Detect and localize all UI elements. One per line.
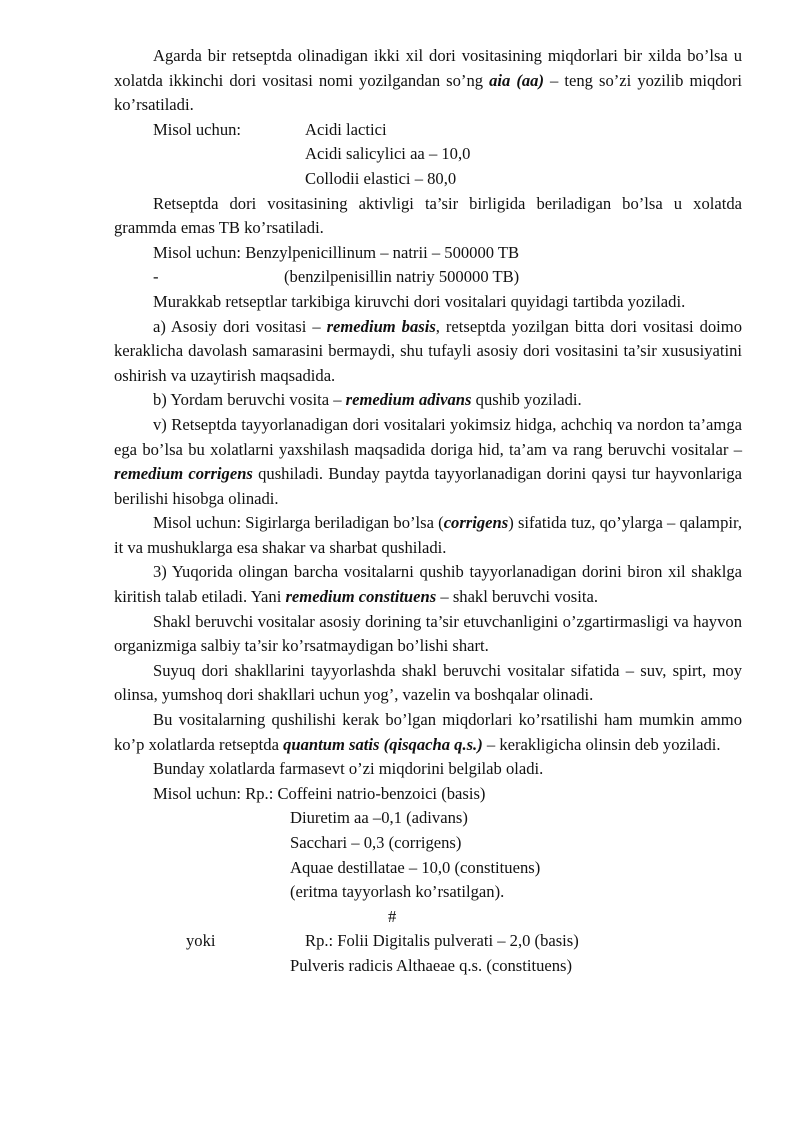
example-2-line bbox=[114, 265, 742, 290]
example-line: Misol uchun: Benzylpenicillinum – natrii – 500000 TB bbox=[153, 242, 520, 262]
example-1-line bbox=[114, 167, 742, 192]
paragraph-constituens: 3) Yuqorida olingan barcha vositalarni qushib tayyorlanadigan dorini biron xil shaklga kiritish talab etiladi. Yani remedium constituens – shakl beruvchi vosita. bbox=[114, 562, 742, 607]
paragraph-pharmacist: Bunday xolatlarda farmasevt o’zi miqdorini belgilab oladi. bbox=[153, 759, 544, 779]
example-line: Pulveris radicis Althaeae q.s. (constituens) bbox=[290, 955, 573, 975]
example-line: Acidi salicylici aa – 10,0 bbox=[305, 144, 471, 164]
emphasis-term: aia (aa) bbox=[489, 70, 544, 90]
example-1-line bbox=[114, 142, 742, 167]
emphasis-term: remedium basis bbox=[326, 316, 436, 336]
paragraph-basis: a) Asosiy dori vositasi – remedium basis, retseptda yozilgan bitta dori vositasi doimo keraklicha davolash samarasini bermaydi, shu tufayli asosiy dori vositasini ta’sir xususiyatini oshirish va uzaytirish maqsadida. bbox=[114, 316, 742, 385]
paragraph-aia: Agarda bir retseptda olinadigan ikki xil dori vositasining miqdorlari bir xilda bo’lsa u xolatda ikkinchi dori vositasi nomi yozilgandan so’ng aia (aa) – teng so’zi yozilib miqdori ko’rsatiladi. bbox=[114, 46, 743, 115]
example-line: (eritma tayyorlash ko’rsatilgan). bbox=[290, 882, 505, 902]
paragraph-adivans: b) Yordam beruvchi vosita – remedium adivans qushib yoziladi. bbox=[153, 390, 582, 410]
example-3-line bbox=[114, 831, 742, 856]
paragraph-complex: Murakkab retseptlar tarkibiga kiruvchi dori vositalari quyidagi tartibda yoziladi. bbox=[153, 291, 686, 311]
example-line: Aquae destillatae – 10,0 (constituens) bbox=[290, 857, 541, 877]
example-3-line bbox=[114, 880, 742, 905]
example-line: Acidi lactici bbox=[305, 119, 387, 139]
hash-separator: # bbox=[388, 906, 397, 926]
paragraph-corrigens: v) Retseptda tayyorlanadigan dori vositalari yokimsiz hidga, achchiq va nordon ta’amga ega bo’lsa bu xolatlarni yaxshilash maqsadida doriga hid, ta’am va rang beruvchi vositalar – remedium corrigens qushiladi. Bunday paytda tayyorlanadigan dorini qaysi tur hayvonlariga berilishi hisobga olinadi. bbox=[114, 414, 742, 508]
example-line: Diuretim aa –0,1 (adivans) bbox=[290, 808, 468, 828]
example-label: Misol uchun: bbox=[153, 119, 242, 139]
yoki-word: yoki bbox=[186, 931, 216, 951]
separator-line bbox=[114, 905, 742, 930]
example-4-line bbox=[114, 954, 742, 979]
example-3-label-line bbox=[114, 782, 742, 807]
example-line: Rp.: Folii Digitalis pulverati – 2,0 (basis) bbox=[305, 931, 579, 951]
emphasis-term: remedium constituens bbox=[285, 587, 437, 607]
emphasis-term: remedium adivans bbox=[345, 390, 472, 410]
paragraph-quantum-satis: Bu vositalarning qushilishi kerak bo’lgan miqdorlari ko’rsatilishi ham mumkin ammo ko’p xolatlarda retseptda quantum satis (qisqacha q.s.) – kerakligicha olinsin deb yoziladi. bbox=[114, 710, 742, 754]
paragraph-example-corrigens: Misol uchun: Sigirlarga beriladigan bo’lsa (corrigens) sifatida tuz, qo’ylarga – qalampir, it va mushuklarga esa shakar va sharbat qushiladi. bbox=[114, 513, 742, 557]
document-page bbox=[114, 44, 742, 979]
example-3-line bbox=[114, 856, 742, 881]
example-1-label-line bbox=[114, 118, 742, 143]
paragraph-tb: Retseptda dori vositasining aktivligi ta’sir birligida beriladigan bo’lsa u xolatda grammda emas TB ko’rsatiladi. bbox=[114, 193, 742, 238]
example-label: Misol uchun: Rp.: Coffeini natrio-benzoici (basis) bbox=[153, 783, 486, 803]
example-4-line bbox=[114, 929, 742, 954]
example-2-line bbox=[114, 241, 742, 266]
example-line: (benzilpenisillin natriy 500000 TB) bbox=[284, 267, 520, 287]
paragraph-shape-agents: Shakl beruvchi vositalar asosiy dorining ta’sir etuvchanligini o’zgartirmasligi va hayvon organizmiga salbiy ta’sir ko’rsatmaydigan bo’lishi shart. bbox=[114, 611, 742, 656]
emphasis-term: corrigens bbox=[443, 513, 509, 533]
example-line: Sacchari – 0,3 (corrigens) bbox=[290, 833, 462, 852]
emphasis-term: remedium corrigens bbox=[114, 464, 253, 484]
example-line: Collodii elastici – 80,0 bbox=[305, 168, 457, 188]
emphasis-term: quantum satis (qisqacha q.s.) bbox=[283, 734, 483, 754]
example-3-line bbox=[114, 806, 742, 831]
paragraph-liquid-forms: Suyuq dori shakllarini tayyorlashda shakl beruvchi vositalar sifatida – suv, spirt, moy olinsa, yumshoq dori shakllari uchun yog’, vazelin va boshqalar olinadi. bbox=[114, 660, 742, 705]
dash-mark: - bbox=[153, 267, 159, 287]
